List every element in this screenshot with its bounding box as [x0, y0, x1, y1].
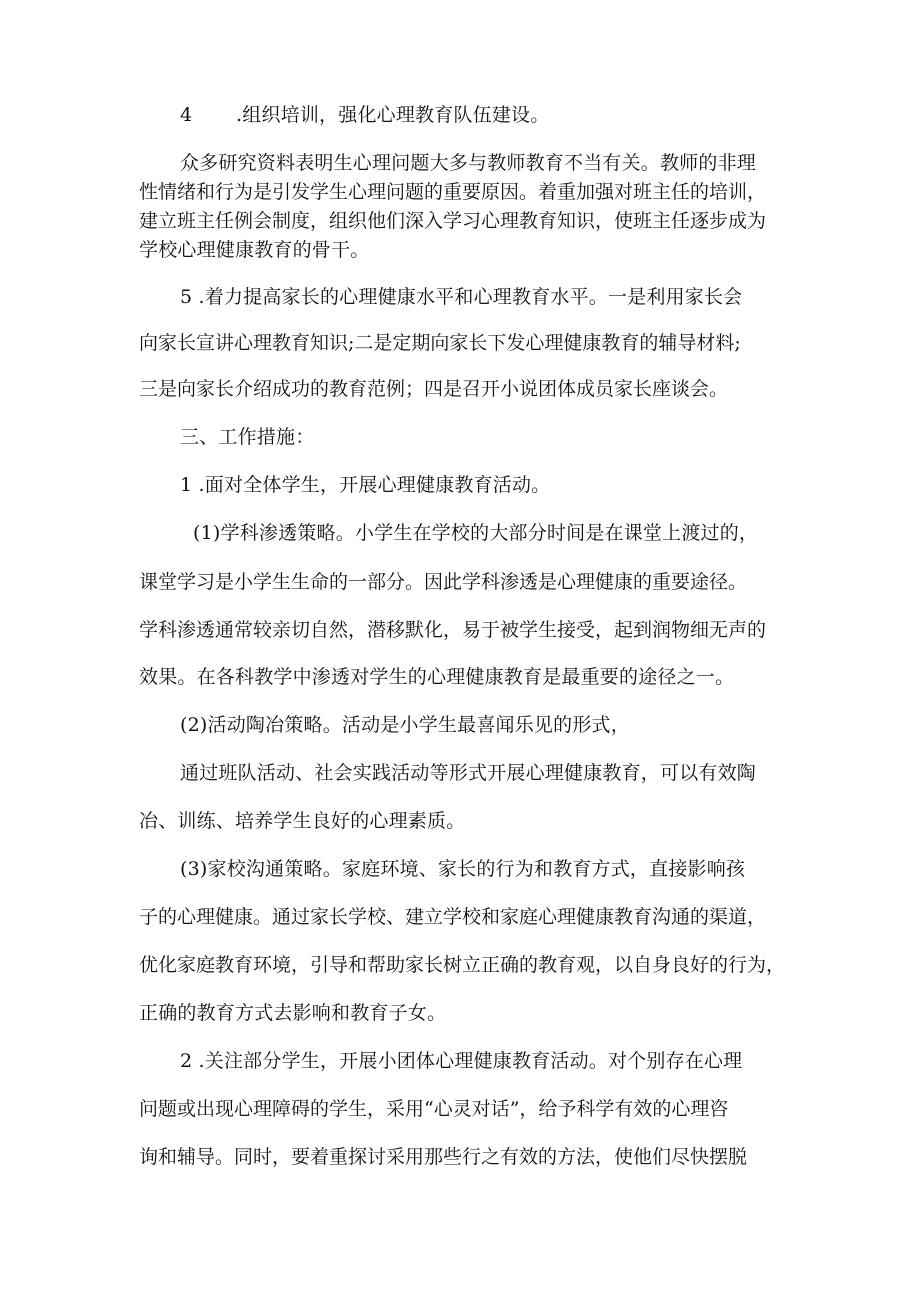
- paragraph-line: 优化家庭教育环境，引导和帮助家长树立正确的教育观，以自身良好的行为，: [139, 954, 786, 976]
- paragraph-line: (3)家校沟通策略。家庭环境、家长的行为和教育方式，直接影响孩: [180, 858, 746, 880]
- subheading-2-line: 2 .关注部分学生，开展小团体心理健康教育活动。对个别存在心理: [180, 1050, 743, 1072]
- paragraph-line: (1)学科渗透策略。小学生在学校的大部分时间是在课堂上渡过的，: [193, 522, 759, 544]
- paragraph-line: 效果。在各科教学中渗透对学生的心理健康教育是最重要的途径之一。: [139, 666, 735, 688]
- paragraph-line: 子的心理健康。通过家长学校、建立学校和家庭心理健康教育沟通的渠道，: [139, 906, 767, 928]
- paragraph-line: 课堂学习是小学生生命的一部分。因此学科渗透是心理健康的重要途径。: [139, 571, 748, 593]
- subheading-1: 1 .面对全体学生，开展心理健康教育活动。: [180, 474, 551, 496]
- paragraph-line: 三是向家长介绍成功的教育范例；四是召开小说团体成员家长座谈会。: [139, 378, 729, 400]
- paragraph-line: 性情绪和行为是引发学生心理问题的重要原因。着重加强对班主任的培训，: [139, 181, 767, 203]
- heading-4: [180, 103, 840, 127]
- paragraph-line: (2)活动陶冶策略。活动是小学生最喜闻乐见的形式，: [180, 714, 630, 736]
- paragraph-line: 冶、训练、培养学生良好的心理素质。: [139, 810, 466, 832]
- heading-text: .组织培训，强化心理教育队伍建设。: [236, 104, 550, 126]
- paragraph-line: 学科渗透通常较亲切自然，潜移默化，易于被学生接受，起到润物细无声的: [139, 619, 767, 641]
- paragraph-line: 询和辅导。同时，要着重探讨采用那些行之有效的方法，使他们尽快摆脱: [139, 1146, 748, 1168]
- paragraph-line: 问题或出现心理障碍的学生，采用“心灵对话”，给予科学有效的心理咨: [139, 1098, 729, 1120]
- paragraph-line: 向家长宣讲心理教育知识;二是定期向家长下发心理健康教育的辅导材料;: [139, 332, 741, 354]
- heading-5-line: 5 .着力提高家长的心理健康水平和心理教育水平。一是利用家长会: [180, 286, 743, 308]
- paragraph-line: 建立班主任例会制度，组织他们深入学习心理教育知识，使班主任逐步成为: [139, 210, 767, 232]
- paragraph-line: 通过班队活动、社会实践活动等形式开展心理健康教育，可以有效陶: [180, 762, 757, 784]
- heading-number: 4: [180, 104, 193, 126]
- paragraph-line: 学校心理健康教育的骨干。: [139, 239, 370, 261]
- paragraph-line: 正确的教育方式去影响和教育子女。: [139, 1002, 447, 1024]
- paragraph-line: 众多研究资料表明生心理问题大多与教师教育不当有关。教师的非理: [180, 152, 757, 174]
- section-heading: 三、工作措施：: [180, 426, 315, 448]
